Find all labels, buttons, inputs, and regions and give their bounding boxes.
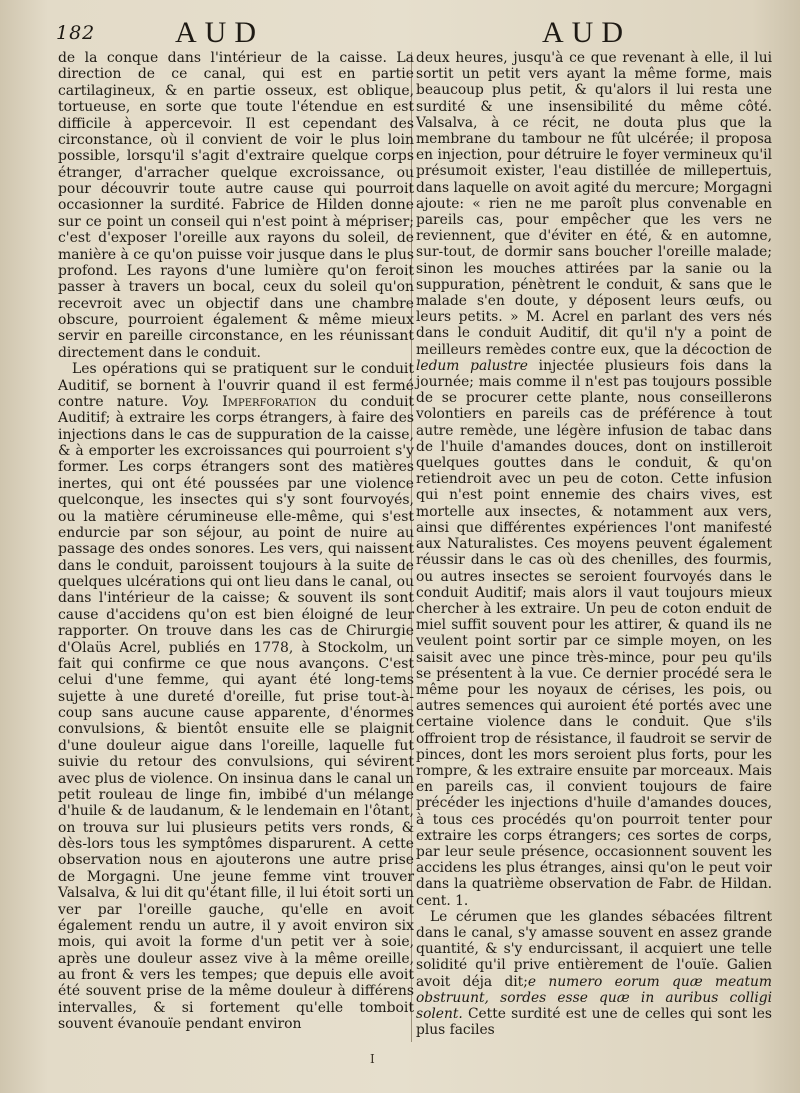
- running-head-left: AUD: [175, 16, 264, 49]
- right-paragraph-1: [416, 50, 772, 909]
- galien-quote: e numero eorum quæ meatum obstruunt, sordes esse quæ in auribus colligi solent.: [416, 973, 772, 1022]
- page-header: [0, 12, 800, 48]
- left-paragraph-2-text-a: Les opérations qui se pratiquent sur le conduit Auditif, se bornent à l'ouvrir quand il est fermé contre nature.: [58, 361, 414, 410]
- text-columns: [58, 50, 788, 1050]
- voy-reference: Voy.: [181, 393, 210, 410]
- right-paragraph-2-text-a: Le cérumen que les glandes sébacées filtrent dans le canal, s'y amasse souvent en assez grande quantité, & s'y endurcissant, il acquiert une telle solidité qu'il prive entièrement de l'ouïe. Galien avoit déja dit;: [416, 908, 772, 990]
- left-paragraph-2: [58, 361, 414, 1032]
- left-paragraph-2-text-b: du conduit Auditif; à extraire les corps étrangers, à faire des injections dans le cas de suppuration de la caisse, & à emporter les excroissances qui pourroient s'y former. Les corps étrangers sont des matières inertes, qui ont été poussées par une violence quelconque, les insectes qui s'y sont fourvoyés, ou la matière cérumineuse elle-même, qui s'est endurcie par son séjour, au point de nuire au passage des ondes sonores. Les vers, qui naissent dans le conduit, paroissent toujours à la suite de quelques ulcérations qui ont lieu dans le canal, ou dans l'intérieur de la caisse; & souvent ils sont cause d'accidens qu'on est bien éloigné de leur rapporter. On trouve dans les cas de Chirurgie d'Olaüs Acrel, publiés en 1778, à Stockolm, un fait qui confirme ce que nous avançons. C'est celui d'une femme, qui ayant été long-tems sujette à une dureté d'oreille, fut prise tout-à-coup sans aucune cause apparente, d'énormes convulsions, & bientôt ensuite elle se plaignit d'une douleur aigue dans l'oreille, laquelle fut suivie du retour des convulsions, qui sévirent avec plus de violence. On insinua dans le canal un petit rouleau de linge fin, imbibé d'un mélange d'huile & de laudanum, & le lendemain en l'ôtant, on trouva sur lui plusieurs petits vers ronds, & dès-lors tous les symptômes disparurent. A cette observation nous en ajouterons une autre prise de Morgagni. Une jeune femme vint trouver Valsalva, & lui dit qu'étant fille, il lui étoit sorti un ver par l'oreille gauche, qu'elle en avoit également rendu un autre, il y avoit environ six mois, qui avoit la forme d'un petit ver à soie, après une douleur assez vive à la même oreille, au front & vers les tempes; que depuis elle avoit été souvent prise de la même douleur à différens intervalles, & si fortement qu'elle tomboit souvent évanouïe pendant environ: [58, 393, 415, 1033]
- page-number: 182: [56, 22, 96, 44]
- right-paragraph-2: [416, 909, 772, 1039]
- imperforation-reference: Imperforation: [222, 393, 317, 410]
- right-paragraph-2-text-b: Cette surdité est une de celles qui sont les plus faciles: [416, 1005, 772, 1039]
- right-paragraph-1-text-b: injectée plusieurs fois dans la journée; mais comme il n'est pas toujours possible de se procurer cette plante, nous conseillerons volontiers en pareils cas de préférence à tout autre remède, une légère infusion de tabac dans de l'huile d'amandes douces, dont on instilleroit quelques gouttes dans le conduit, & qu'on retiendroit avec un peu de coton. Cette infusion qui n'est point ennemie des chairs vives, est mortelle aux insectes, & notamment aux vers, ainsi que différentes expériences l'ont manifesté aux Naturalistes. Ces moyens peuvent également réussir dans le cas où des chenilles, des fourmis, ou autres insectes se seroient fourvoyés dans le conduit Auditif; mais alors il vaut toujours mieux chercher à les extraire. Un peu de coton enduit de miel suffit souvent pour les attirer, & quand ils ne veulent point sortir par ce simple moyen, on les saisit avec une pince très-mince, pour peu qu'ils se présentent à la vue. Ce dernier procédé sera le même pour les noyaux de cérises, les pois, ou autres semences qui auroient été portés avec une certaine violence dans le conduit. Que s'ils offroient trop de résistance, il faudroit se servir de pinces, dont les mors seroient plus forts, pour les rompre, & les extraire ensuite par morceaux. Mais en pareils cas, il convient toujours de faire précéder les injections d'huile d'amandes douces, à tous ces procédés qu'on pourroit tenter pour extraire les corps étrangers; ces sortes de corps, par leur seule présence, occasionnent souvent les accidens les plus étranges, ainsi qu'on le peut voir dans la quatrième observation de Fabr. de Hildan. cent. 1.: [416, 357, 772, 909]
- left-paragraph-1: de la conque dans l'intérieur de la caisse. La direction de ce canal, qui est en partie cartilagineux, & en partie osseux, est oblique, tortueuse, en sorte que toute l'étendue en est difficile à appercevoir. Il est cependant des circonstance, où il convient de voir le plus loin possible, lorsqu'il s'agit d'extraire quelque corps étranger, d'arracher quelque excroissance, ou pour découvrir toute autre cause qui pourroit occasionner la surdité. Fabrice de Hilden donne sur ce point un conseil qui n'est point à mépriser; c'est d'exposer l'oreille aux rayons du soleil, de manière à ce qu'on puisse voir jusque dans le plus profond. Les rayons d'une lumière qu'on feroit passer à travers un bocal, ceux du soleil qu'on recevroit avec un objectif dans une chambre obscure, pourroient également & même mieux servir en pareille circonstance, en les réunissant directement dans le conduit.: [58, 50, 414, 361]
- right-paragraph-1-text-a: deux heures, jusqu'à ce que revenant à elle, il lui sortit un petit vers ayant la même forme, mais beaucoup plus petit, & qu'alors il lui resta une surdité & une insensibilité du même côté. Valsalva, à ce récit, ne douta plus que la membrane du tambour ne fût ulcérée; il proposa en injection, pour détruire le foyer vermineux qu'il présumoit exister, l'eau distillée de millepertuis, dans laquelle on avoit agité du mercure; Morgagni ajoute: « rien ne me paroît plus convenable en pareils cas, pour empêcher que les vers ne reviennent, que d'éviter en été, & en automne, sur-tout, de dormir sans boucher l'oreille malade; sinon les mouches attirées par la sanie ou la suppuration, pénètrent le conduit, & sans que le malade s'en doute, y déposent leurs œufs, ou leurs petits. » M. Acrel en parlant des vers nés dans le conduit Auditif, dit qu'il n'y a point de meilleurs remèdes contre eux, que la décoction de: [416, 50, 772, 358]
- signature-mark: I: [370, 1052, 375, 1066]
- right-column: [416, 50, 772, 1050]
- left-column: [58, 50, 414, 1050]
- running-head-right: AUD: [542, 16, 631, 49]
- ledum-palustre-term: ledum palustre: [416, 357, 528, 374]
